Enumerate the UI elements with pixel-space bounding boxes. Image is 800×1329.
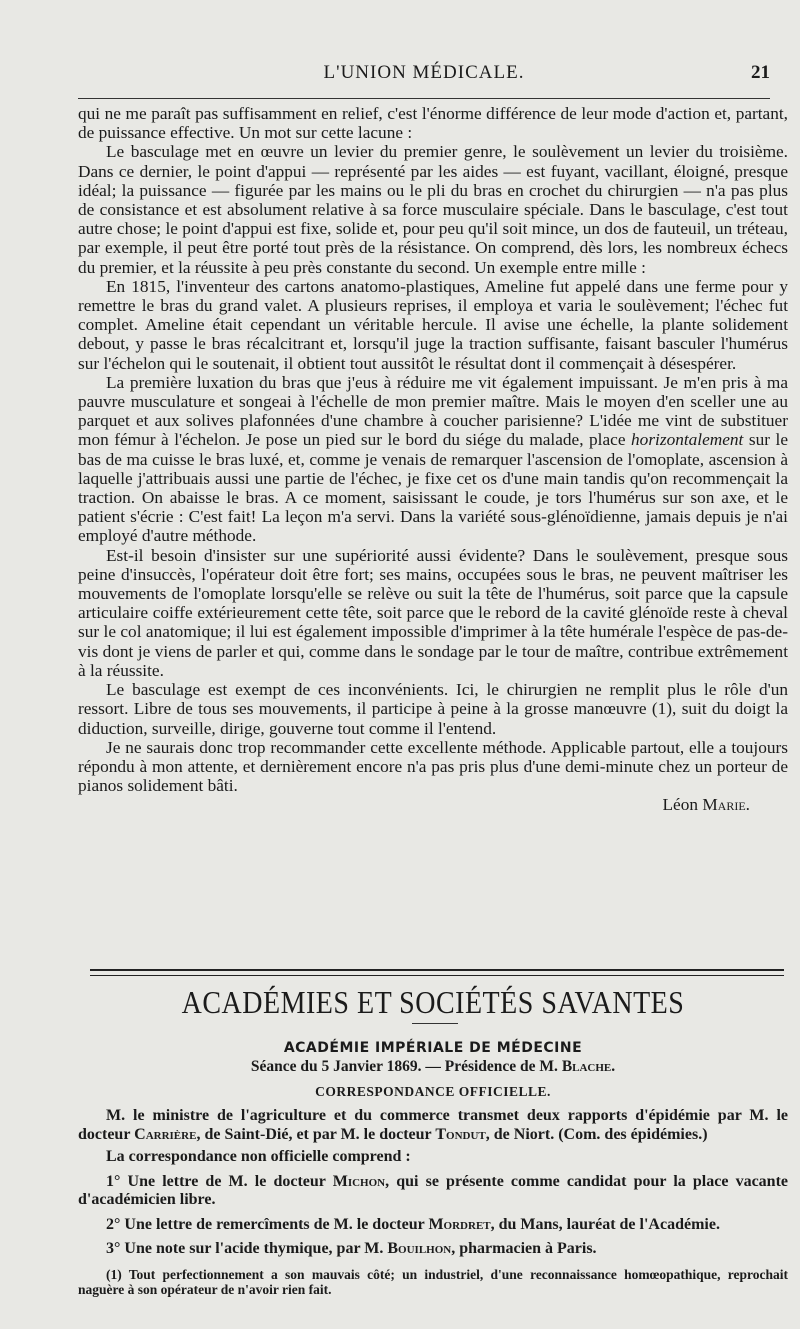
list-item: 3° Une note sur l'acide thymique, par M. Bouilhon, pharmacien à Paris. <box>106 1240 597 1257</box>
section-divider <box>90 969 784 976</box>
seance-line: Séance du 5 Janvier 1869. — Présidence de M. Blache. <box>250 1058 616 1075</box>
paragraph: qui ne me paraît pas suffisamment en relief, c'est l'énorme différence de leur mode d'action et, partant, de puissance effective. Un mot sur cette lacune : <box>78 104 788 143</box>
footnote: (1) Tout perfectionnement a son mauvais côté; un industriel, d'une reconnaissance homœopathique, reprochait naguère à son opérateur de n'avoir rien fait. <box>78 1267 788 1297</box>
list-item: 2° Une lettre de remercîments de M. le docteur Mordret, du Mans, lauréat de l'Académie. <box>106 1215 720 1233</box>
article-body <box>78 104 788 815</box>
session-minutes <box>78 1107 788 1265</box>
title-rule <box>412 1023 458 1024</box>
paragraph-text: La première luxation du bras que j'eus à réduire me vit également impuissant. Je m'en pris à ma pauvre musculature et songeai à l'échelle de mon premier maître. Mais le moyen d'en sceller une au parquet et aux solives plafonnées d'une chambre à coucher parisienne? L'idée me vint de substituer mon fémur à l'échelon. Je pose un pied sur le bord du siége du malade, place <box>78 372 788 450</box>
paragraph: Le basculage est exempt de ces inconvénients. Ici, le chirurgien ne remplit plus le rôle d'un ressort. Libre de tous ses mouvements, il participe à peine à la grosse manœuvre (1), suit du doigt la diduction, surveille, dirige, gouverne tout comme il l'entend. <box>78 680 788 738</box>
official-correspondence: M. le ministre de l'agriculture et du commerce transmet deux rapports d'épidémie par M. le docteur Carrière, de Saint-Dié, et par M. le docteur Tondut, de Niort. (Com. des épidémies.) <box>78 1107 788 1143</box>
paragraph-text: sur le bas de ma cuisse le bras luxé, et, comme je venais de remarquer l'ascension de l'omoplate, ascension à laquelle j'attribuais aussi une partie de l'échec, je fixe cet os d'une main tandis qu'on recommençait la traction. On abaisse le bras. A ce moment, saisissant le coude, je tors l'humérus sur son axe, et le patient s'écrie : C'est fait! La leçon m'a servi. Dans la variété sous-glénoïdienne, jamais depuis je n'ai employé d'autre méthode. <box>78 430 789 546</box>
italic-term: horizontalement <box>631 430 744 450</box>
running-title: L'UNION MÉDICALE. <box>323 62 525 83</box>
correspondence-heading: CORRESPONDANCE OFFICIELLE. <box>315 1084 551 1099</box>
signature: Léon Marie. <box>662 795 750 815</box>
nonofficial-intro: La correspondance non officielle comprend : <box>106 1148 411 1165</box>
running-head <box>78 62 770 90</box>
paragraph: En 1815, l'inventeur des cartons anatomo-plastiques, Ameline fut appelé dans une ferme pour y remettre le bras du grand valet. A plusieurs reprises, il employa et varia le soulèvement; l'échec fut complet. Ameline était cependant un véritable hercule. Il avise une échelle, la plante solidement debout, y passe le bras récalcitrant et, lorsqu'il juge la traction suffisante, faisant basculer l'humérus sur l'échelon qui le soutenait, il obtient tout aussitôt le résultat dont il commençait à désespérer. <box>78 276 788 373</box>
header-rule <box>78 98 770 99</box>
academy-heading: ACADÉMIE IMPÉRIALE DE MÉDECINE <box>283 1040 583 1056</box>
paragraph <box>78 373 788 546</box>
section-title: ACADÉMIES ET SOCIÉTÉS SAVANTES <box>181 985 685 1022</box>
paragraph: Est-il besoin d'insister sur une supériorité aussi évidente? Dans le soulèvement, presque sous peine d'insuccès, l'opérateur doit être fort; ses mains, occupées sous le bras, ne peuvent maîtriser les mouvements de l'omoplate lorsqu'elle se relève ou suit la tête de l'humérus, soit parce que la capsule articulaire coiffe extérieurement cette tête, soit parce que le rebord de la cavité glénoïde reste à cheval sur le col anatomique; il lui est également impossible d'imprimer à la tête humérale l'espèce de pas-de-vis dont je viens de parler et qui, comme dans le sondage par le tour de maître, contribue extrêmement à la réussite. <box>78 545 788 680</box>
list-item: 1° Une lettre de M. le docteur Michon, qui se présente comme candidat pour la place vacante d'académicien libre. <box>78 1172 788 1208</box>
paragraph: Je ne saurais donc trop recommander cette excellente méthode. Applicable partout, elle a toujours répondu à mon attente, et dernièrement encore n'a pas pris plus d'une demi-minute chez un porteur de pianos solidement bâti. <box>78 737 788 796</box>
paragraph: Le basculage met en œuvre un levier du premier genre, le soulèvement un levier du troisième. Dans ce dernier, le point d'appui — représenté par les aides — est fuyant, vacillant, éloigné, presque idéal; la puissance — figurée par les mains ou le pli du bras en crochet du chirurgien — n'a pas plus de consistance et est absolument relative à sa force musculaire spéciale. Dans le basculage, c'est tout autre chose; le point d'appui est fixe, solide et, pour peu qu'il soit mince, un dos de fauteuil, un tréteau, par exemple, il peut être porté tout près de la résistance. On comprend, dès lors, les nombreux échecs du premier, et la réussite à peu près constante du second. Un exemple entre mille : <box>78 142 788 277</box>
page-number: 21 <box>751 62 770 83</box>
